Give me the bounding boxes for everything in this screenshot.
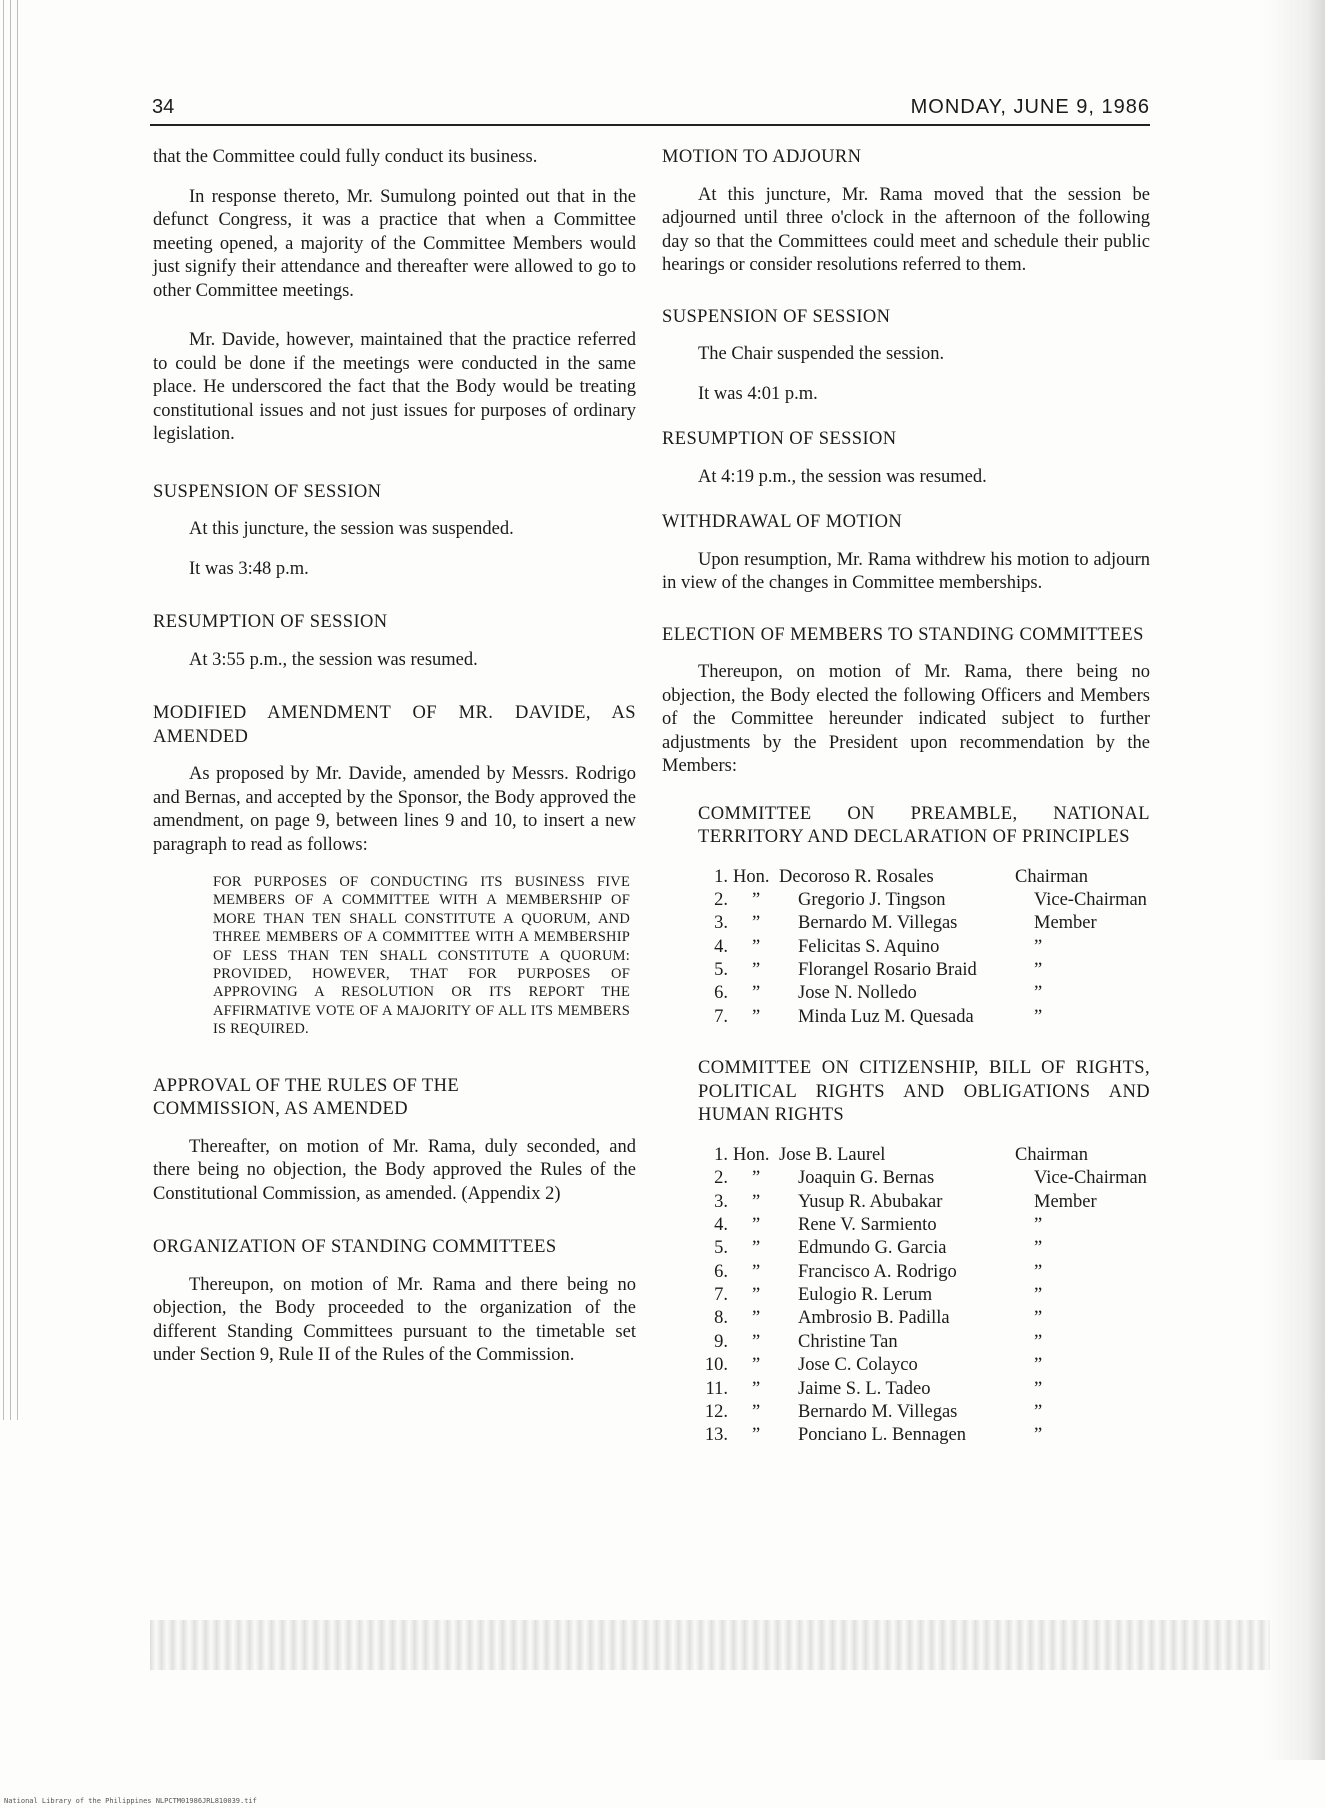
paragraph: It was 4:01 p.m. <box>698 383 818 404</box>
ditto-mark: ” <box>752 1331 761 1352</box>
page-date: MONDAY, JUNE 9, 1986 <box>910 96 1150 118</box>
ditto-mark: ” <box>752 983 761 1004</box>
committee-block <box>698 1057 1150 1448</box>
member-row <box>698 866 1150 889</box>
honorific: Hon. <box>733 1144 770 1165</box>
ditto-mark: ” <box>752 1006 761 1027</box>
member-name: Christine Tan <box>798 1331 898 1352</box>
member-position: Chairman <box>1015 866 1088 887</box>
honorific: Hon. <box>733 866 770 887</box>
member-name: Francisco A. Rodrigo <box>798 1261 957 1282</box>
member-row <box>698 1424 1150 1447</box>
member-position: Member <box>1034 1191 1097 1212</box>
member-row <box>698 1144 1150 1167</box>
member-number: 11. <box>705 1378 728 1399</box>
section-heading: APPROVAL OF THE RULES OF THE COMMISSION, AS AMENDED <box>153 1075 460 1120</box>
paragraph: Mr. Davide, however, maintained that the practice referred to could be done if the meetings were conducted in the same place. He underscored the fact that the Body would be treating constitutional issues and not just issues for purposes of ordinary legislation. <box>153 330 636 444</box>
member-name: Ponciano L. Bennagen <box>798 1425 966 1446</box>
ditto-mark: ” <box>752 960 761 981</box>
section-heading: ORGANIZATION OF STANDING COMMITTEES <box>153 1237 557 1258</box>
ditto-mark: ” <box>752 1402 761 1423</box>
section-heading: ELECTION OF MEMBERS TO STANDING COMMITTEES <box>662 624 1144 645</box>
member-row <box>698 1006 1150 1029</box>
page-number: 34 <box>152 96 175 118</box>
member-position: ” <box>1034 1285 1043 1306</box>
member-row <box>698 1261 1150 1284</box>
member-position: ” <box>1034 1308 1043 1329</box>
section-heading: WITHDRAWAL OF MOTION <box>662 512 903 532</box>
member-number: 4. <box>714 936 728 957</box>
paragraph: As proposed by Mr. Davide, amended by Messrs. Rodrigo and Bernas, and accepted by the Sponsor, the Body approved the amendment, on page 9, between lines 9 and 10, to insert a new paragraph to read as follows: <box>153 764 636 855</box>
ditto-mark: ” <box>752 1191 761 1212</box>
member-name: Jose B. Laurel <box>779 1144 886 1165</box>
member-name: Joaquin G. Bernas <box>798 1168 935 1189</box>
committee-title: COMMITTEE ON PREAMBLE, NATIONAL TERRITORY AND DECLARATION OF PRINCIPLES <box>698 803 1150 847</box>
member-number: 6. <box>714 983 728 1004</box>
member-row <box>698 959 1150 982</box>
member-list <box>698 1144 1150 1448</box>
header-rule <box>150 124 1150 126</box>
member-name: Eulogio R. Lerum <box>798 1285 933 1306</box>
paragraph: At this juncture, Mr. Rama moved that the session be adjourned until three o'clock in the afternoon of the following day so that the Committees could meet and schedule their public hearings or consider resolutions referred to them. <box>662 184 1150 275</box>
member-row <box>698 1354 1150 1377</box>
scan-credit: National Library of the Philippines NLPCTM01986JRL810039.tif <box>4 1797 257 1805</box>
member-name: Jose N. Nolledo <box>798 983 917 1004</box>
paragraph: The Chair suspended the session. <box>698 344 945 364</box>
amendment-quote: FOR PURPOSES OF CONDUCTING ITS BUSINESS FIVE MEMBERS OF A COMMITTEE WITH A MEMBERSHIP OF MORE THAN TEN SHALL CONSTITUTE A QUORUM, AND THREE MEMBERS OF A COMMITTEE WITH A MEMBERSHIP OF LESS THAN TEN SHALL CONSTITUTE A QUORUM: PROVIDED, HOWEVER, THAT FOR PURPOSES OF APPROVING A RESOLUTION OR ITS REPORT THE AFFIRMATIVE VOTE OF A MAJORITY OF ALL ITS MEMBERS IS REQUIRED. <box>213 874 630 1038</box>
paragraph: Thereupon, on motion of Mr. Rama and there being no objection, the Body proceeded to the organization of the different Standing Committees pursuant to the timetable set under Section 9, Rule II of the Rules of the Commission. <box>153 1274 636 1366</box>
member-name: Edmundo G. Garcia <box>798 1238 947 1259</box>
scan-binding-edge <box>0 0 22 1420</box>
member-row <box>698 1237 1150 1260</box>
member-name: Minda Luz M. Quesada <box>798 1006 974 1027</box>
member-number: 5. <box>714 1238 728 1259</box>
member-number: 6. <box>714 1261 728 1282</box>
scan-noise-strip <box>150 1620 1270 1670</box>
ditto-mark: ” <box>752 1261 761 1282</box>
paragraph: At 3:55 p.m., the session was resumed. <box>189 649 478 670</box>
paragraph: It was 3:48 p.m. <box>189 558 309 579</box>
member-number: 8. <box>714 1308 728 1329</box>
member-number: 10. <box>704 1355 728 1376</box>
paragraph: In response thereto, Mr. Sumulong pointed out that in the defunct Congress, it was a practice that when a Committee meeting opened, a majority of the Committee Members would just signify their attendance and thereafter were allowed to go to other Committee meetings. <box>153 186 636 301</box>
paragraph: At 4:19 p.m., the session was resumed. <box>698 466 987 487</box>
member-name: Ambrosio B. Padilla <box>798 1308 950 1329</box>
paragraph: Thereupon, on motion of Mr. Rama, there being no objection, the Body elected the following Officers and Members of the Committee hereunder indicated subject to further adjustments by the President upon recommendation by the Members: <box>662 662 1150 776</box>
right-column <box>662 146 1150 1448</box>
ditto-mark: ” <box>752 889 761 910</box>
member-position: Vice-Chairman <box>1034 1168 1147 1189</box>
member-number: 7. <box>714 1006 728 1027</box>
section-heading: SUSPENSION OF SESSION <box>153 481 382 502</box>
member-position: ” <box>1034 1261 1043 1282</box>
ditto-mark: ” <box>752 1168 761 1189</box>
member-name: Jaime S. L. Tadeo <box>798 1378 931 1399</box>
member-position: ” <box>1034 936 1043 957</box>
member-row <box>698 982 1150 1005</box>
ditto-mark: ” <box>752 1214 761 1235</box>
member-row <box>698 1167 1150 1190</box>
section-heading: MOTION TO ADJOURN <box>662 147 862 167</box>
paragraph: Upon resumption, Mr. Rama withdrew his motion to adjourn in view of the changes in Committee memberships. <box>662 549 1150 593</box>
member-name: Decoroso R. Rosales <box>779 866 934 887</box>
member-number: 5. <box>714 960 728 981</box>
member-number: 3. <box>714 1191 728 1212</box>
member-position: ” <box>1034 1355 1043 1376</box>
section-heading: RESUMPTION OF SESSION <box>153 612 388 632</box>
member-number: 1. <box>714 866 728 887</box>
member-row <box>698 1284 1150 1307</box>
section-heading: SUSPENSION OF SESSION <box>662 306 891 327</box>
section-heading: RESUMPTION OF SESSION <box>662 429 897 449</box>
member-number: 3. <box>714 913 728 934</box>
member-row <box>698 912 1150 935</box>
member-row <box>698 1307 1150 1330</box>
paragraph: Thereafter, on motion of Mr. Rama, duly seconded, and there being no objection, the Body approved the Rules of the Constitutional Commission, as amended. (Appendix 2) <box>153 1136 636 1204</box>
member-name: Felicitas S. Aquino <box>798 936 940 957</box>
member-row <box>698 1214 1150 1237</box>
member-row <box>698 1378 1150 1401</box>
member-name: Florangel Rosario Braid <box>798 960 977 981</box>
member-position: Vice-Chairman <box>1034 889 1147 910</box>
ditto-mark: ” <box>752 1355 761 1376</box>
member-position: ” <box>1034 983 1043 1004</box>
member-number: 4. <box>714 1214 728 1235</box>
member-number: 13. <box>704 1425 728 1446</box>
member-row <box>698 1191 1150 1214</box>
paragraph: that the Committee could fully conduct its business. <box>153 147 538 167</box>
member-row <box>698 1331 1150 1354</box>
paragraph: At this juncture, the session was suspended. <box>189 519 514 539</box>
member-list <box>698 866 1150 1030</box>
ditto-mark: ” <box>752 1378 761 1399</box>
ditto-mark: ” <box>752 1308 761 1329</box>
member-number: 12. <box>704 1402 728 1423</box>
member-row <box>698 1401 1150 1424</box>
committee-title: COMMITTEE ON CITIZENSHIP, BILL OF RIGHTS, POLITICAL RIGHTS AND OBLIGATIONS AND HUMAN RIGHTS <box>698 1058 1150 1126</box>
member-position: ” <box>1034 1006 1043 1027</box>
member-row <box>698 936 1150 959</box>
ditto-mark: ” <box>752 913 761 934</box>
member-number: 2. <box>714 1168 728 1189</box>
scan-shadow-edge <box>1265 0 1325 1760</box>
member-number: 9. <box>714 1331 728 1352</box>
member-position: ” <box>1034 1378 1043 1399</box>
member-number: 7. <box>714 1285 728 1306</box>
member-position: ” <box>1034 1425 1043 1446</box>
committee-block <box>698 803 1150 1030</box>
member-position: ” <box>1034 1331 1043 1352</box>
member-position: ” <box>1034 1214 1043 1235</box>
member-position: ” <box>1034 1402 1043 1423</box>
member-name: Bernardo M. Villegas <box>798 913 958 934</box>
member-number: 1. <box>714 1144 728 1165</box>
member-name: Bernardo M. Villegas <box>798 1402 958 1423</box>
member-name: Rene V. Sarmiento <box>798 1214 937 1235</box>
left-column <box>153 146 636 1384</box>
member-number: 2. <box>714 889 728 910</box>
member-position: ” <box>1034 1238 1043 1259</box>
member-position: ” <box>1034 960 1043 981</box>
ditto-mark: ” <box>752 1425 761 1446</box>
member-position: Member <box>1034 913 1097 934</box>
member-position: Chairman <box>1015 1144 1088 1165</box>
ditto-mark: ” <box>752 1238 761 1259</box>
member-name: Gregorio J. Tingson <box>798 889 946 910</box>
ditto-mark: ” <box>752 1285 761 1306</box>
section-heading: MODIFIED AMENDMENT OF MR. DAVIDE, AS AMENDED <box>153 703 636 747</box>
ditto-mark: ” <box>752 936 761 957</box>
member-name: Jose C. Colayco <box>798 1355 918 1376</box>
member-name: Yusup R. Abubakar <box>798 1191 943 1212</box>
member-row <box>698 889 1150 912</box>
